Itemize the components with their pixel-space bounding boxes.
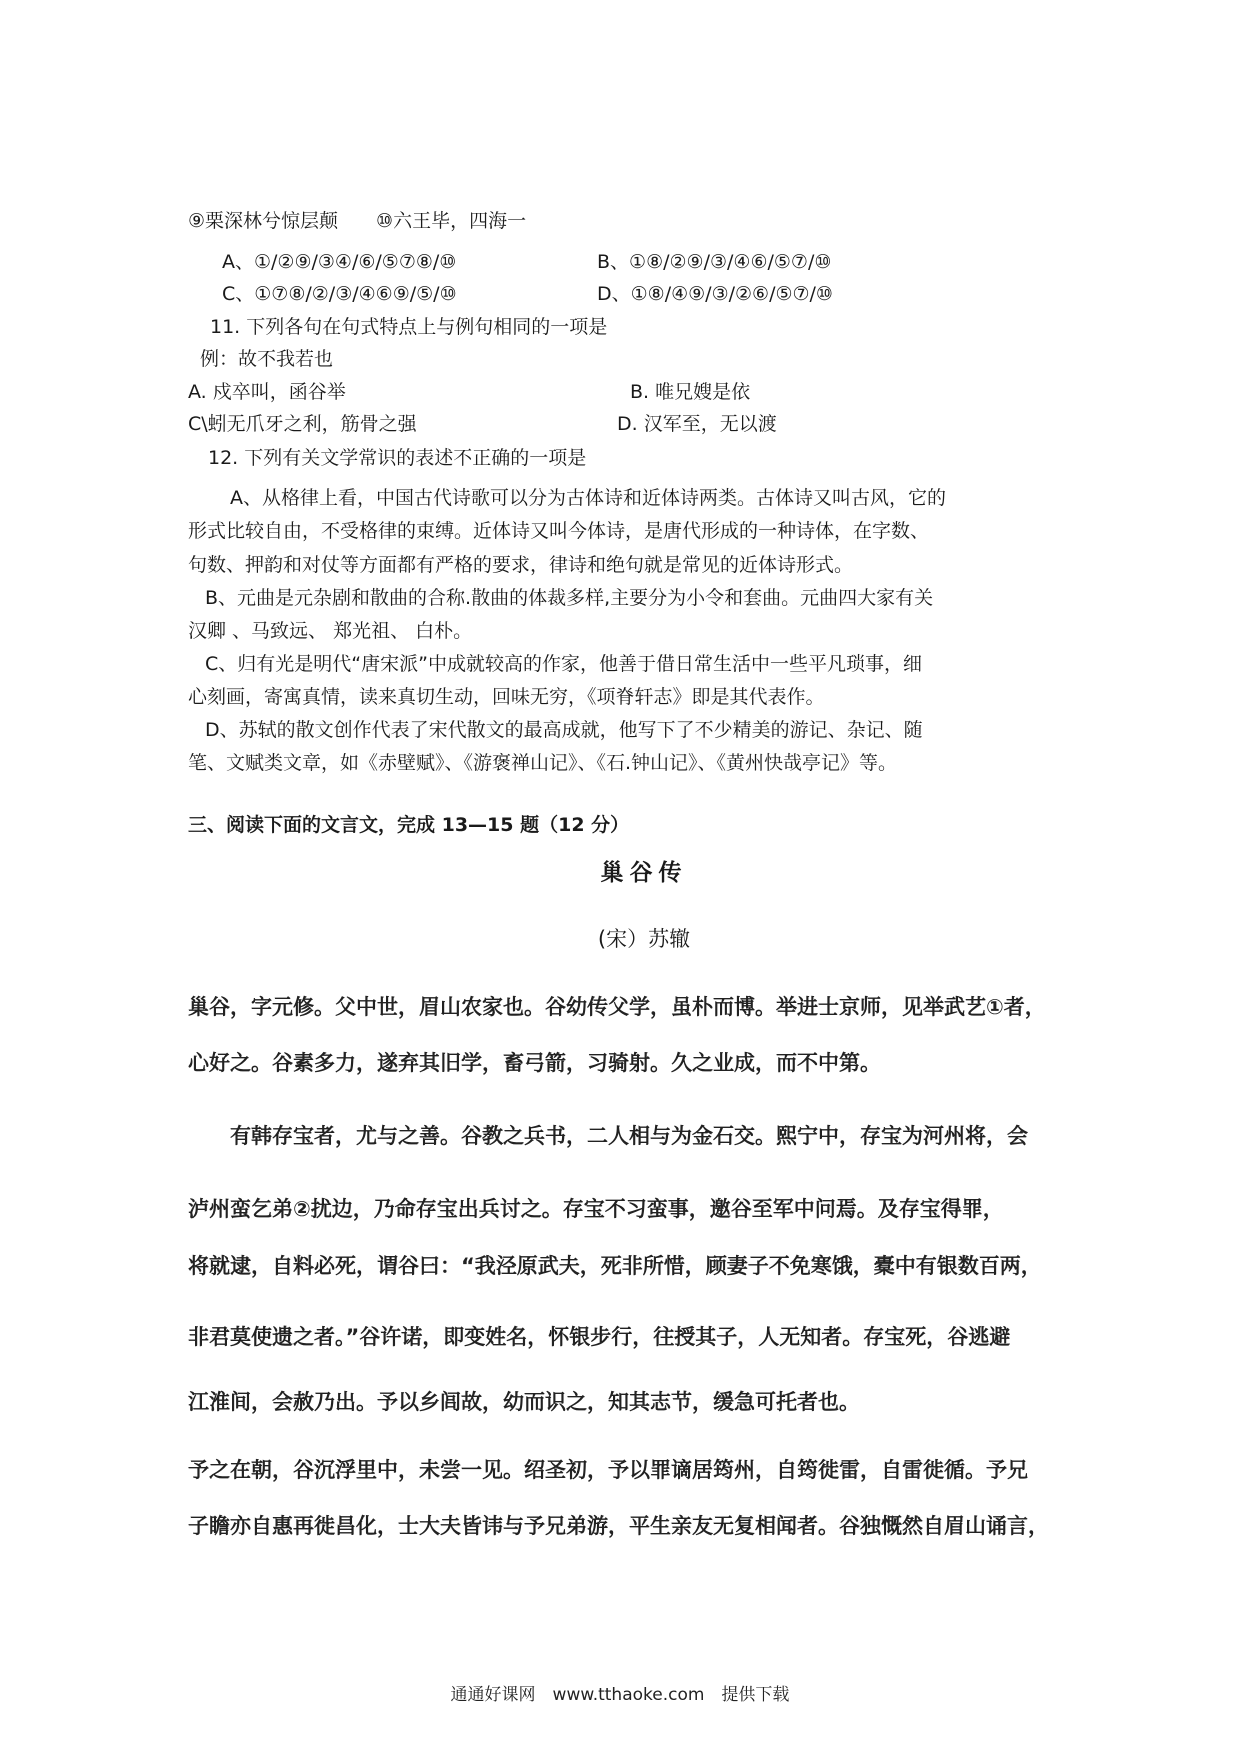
passage-line: 将就逮，自料必死，谓谷曰：“我泾原武夫，死非所惜，顾妻子不免寒饿，橐中有银数百两， (188, 1254, 1042, 1278)
passage-line: 巢谷，字元修。父中世，眉山农家也。谷幼传父学，虽朴而博。举进士京师，见举武艺①者， (188, 995, 1046, 1019)
footer-text: 通通好课网 www.tthaoke.com 提供下载 (450, 1685, 790, 1705)
passage-line: 非君莫使遗之者。”谷许诺，即变姓名，怀银步行，往授其子，人无知者。存宝死，谷逃避 (188, 1325, 1011, 1349)
passage-line: 有韩存宝者，尤与之善。谷教之兵书，二人相与为金石交。熙宁中，存宝为河州将，会 (230, 1124, 1028, 1148)
q12-line: 形式比较自由，不受格律的束缚。近体诗又叫今体诗，是唐代形成的一种诗体，在字数、 (188, 520, 930, 542)
q11-option-b: B. 唯兄嫂是依 (630, 381, 751, 403)
passage-line: 江淮间，会赦乃出。予以乡闾故，幼而识之，知其志节，缓急可托者也。 (188, 1390, 860, 1414)
passage-line: 子瞻亦自惠再徙昌化，士大夫皆讳与予兄弟游，平生亲友无复相闻者。谷独慨然自眉山诵言， (188, 1514, 1049, 1538)
q11-stem: 11. 下列各句在句式特点上与例句相同的一项是 (210, 316, 608, 338)
q12-line: C、归有光是明代“唐宋派”中成就较高的作家，他善于借日常生活中一些平凡琐事，细 (205, 653, 922, 675)
passage-line: 予之在朝，谷沉浮里中，未尝一见。绍圣初，予以罪谪居筠州，自筠徙雷，自雷徙循。予兄 (188, 1458, 1028, 1482)
q12-stem: 12. 下列有关文学常识的表述不正确的一项是 (208, 447, 587, 469)
passage-line: 心好之。谷素多力，遂弃其旧学，畜弓箭，习骑射。久之业成，而不中第。 (188, 1051, 881, 1075)
q11-option-a: A. 戍卒叫，函谷举 (188, 381, 346, 403)
q11-option-c: C\蚓无爪牙之利，筋骨之强 (188, 413, 417, 435)
items-9-10: ⑨栗深林兮惊层颠 ⑩六王毕，四海一 (188, 210, 527, 232)
section-heading: 三、阅读下面的文言文，完成 13—15 题（12 分） (188, 814, 630, 836)
q12-line: A、从格律上看，中国古代诗歌可以分为古体诗和近体诗两类。古体诗又叫古风，它的 (230, 487, 946, 509)
passage-line: 泸州蛮乞弟②扰边，乃命存宝出兵讨之。存宝不习蛮事，邀谷至军中问焉。及存宝得罪， (188, 1197, 1004, 1221)
q10-option-a: A、①/②⑨/③④/⑥/⑤⑦⑧/⑩ (222, 251, 457, 273)
q11-option-d: D. 汉军至，无以渡 (617, 413, 777, 435)
q10-option-d: D、①⑧/④⑨/③/②⑥/⑤⑦/⑩ (597, 283, 833, 305)
q12-line: 句数、押韵和对仗等方面都有严格的要求，律诗和绝句就是常见的近体诗形式。 (188, 554, 854, 576)
q12-line: 笔、文赋类文章，如《赤壁赋》、《游褒禅山记》、《石.钟山记》、《黄州快哉亭记》等。 (188, 752, 898, 774)
q10-option-b: B、①⑧/②⑨/③/④⑥/⑤⑦/⑩ (597, 251, 832, 273)
q12-line: B、元曲是元杂剧和散曲的合称.散曲的体裁多样,主要分为小令和套曲。元曲四大家有关 (205, 587, 934, 609)
q11-example: 例：故不我若也 (200, 348, 334, 370)
q12-line: D、苏轼的散文创作代表了宋代散文的最高成就，他写下了不少精美的游记、杂记、随 (205, 719, 923, 741)
passage-title: 巢谷传 (600, 860, 688, 886)
q12-line: 心刻画，寄寓真情，读来真切生动，回味无穷，《项脊轩志》即是其代表作。 (188, 686, 825, 708)
q10-option-c: C、①⑦⑧/②/③/④⑥⑨/⑤/⑩ (222, 283, 457, 305)
passage-author: (宋）苏辙 (597, 927, 691, 951)
q12-line: 汉卿 、马致远、 郑光祖、 白朴。 (188, 620, 473, 642)
